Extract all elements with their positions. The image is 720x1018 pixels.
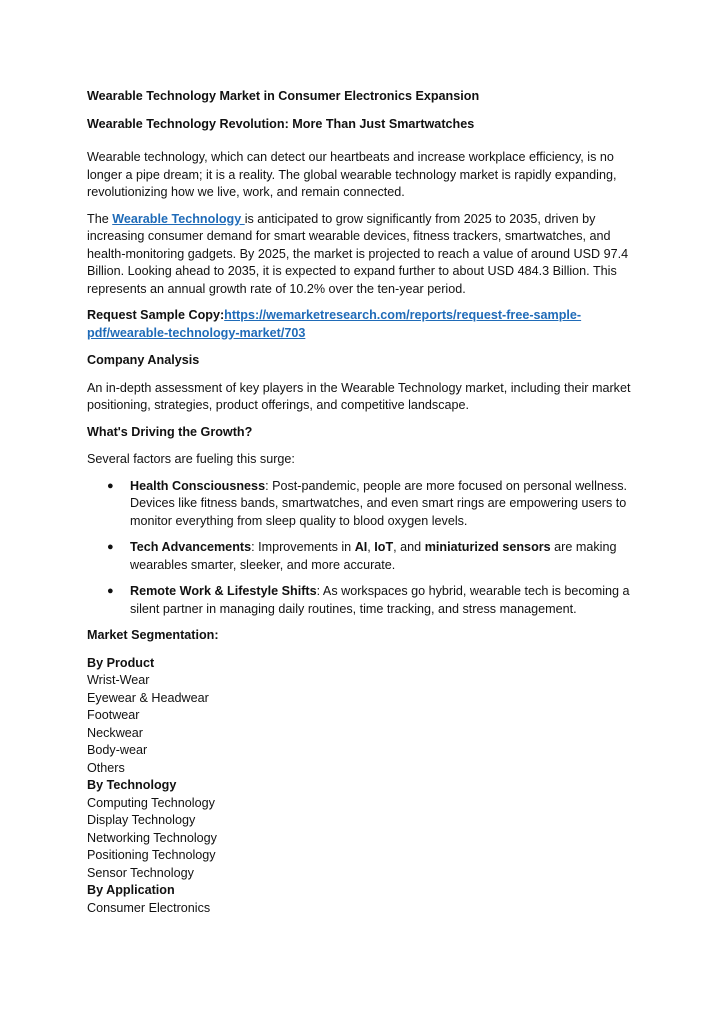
- bullet-title: Remote Work & Lifestyle Shifts: [130, 584, 317, 598]
- overview-text: is anticipated to grow significantly from 2025 to 2035, driven by increasing consumer demand for smart wearable devices, fitness trackers, smartwatches, and health-monitoring gadgets. By 2025, the market is projected to reach a value of around USD 97.4 Billion. Looking ahead to 2035, it is expected to expand further to about USD 484.3 Billion. This represents an annual growth rate of 10.2% over the ten-year period.: [87, 211, 629, 296]
- market-overview-paragraph: [87, 211, 642, 299]
- overview-prefix: The: [87, 211, 113, 226]
- wearable-technology-link[interactable]: Wearable Technology: [112, 211, 245, 226]
- bullet-term-sensors: miniaturized sensors: [424, 540, 551, 554]
- list-item: Positioning Technology: [87, 848, 216, 862]
- request-sample-label: Request Sample Copy:: [87, 308, 225, 322]
- list-item: [87, 583, 642, 618]
- by-application-heading: By Application: [87, 883, 175, 897]
- list-item: Consumer Electronics: [87, 900, 211, 915]
- company-analysis-heading: Company Analysis: [87, 353, 200, 367]
- by-technology-heading: By Technology: [87, 778, 177, 792]
- list-item: Neckwear: [87, 725, 143, 740]
- document-subtitle: Wearable Technology Revolution: More Than Just Smartwatches: [87, 117, 475, 131]
- list-item: Wrist-Wear: [87, 673, 150, 687]
- bullet-text: : Improvements in: [251, 540, 355, 554]
- by-product-heading: By Product: [87, 655, 155, 670]
- market-segmentation-heading: Market Segmentation:: [87, 628, 219, 642]
- bullet-title: Health Consciousness: [130, 478, 266, 493]
- list-item: Sensor Technology: [87, 865, 194, 880]
- bullet-term-iot: IoT: [374, 540, 394, 554]
- bullet-icon: ●: [107, 585, 114, 597]
- bullet-text: : As workspaces go hybrid, wearable tech is becoming a silent partner in managing daily routines, time tracking, and stress management.: [130, 584, 630, 616]
- bullet-icon: ●: [107, 541, 114, 553]
- bullet-title: Tech Advancements: [130, 540, 252, 554]
- list-item: Computing Technology: [87, 795, 215, 810]
- list-item: Body-wear: [87, 743, 148, 757]
- list-item: [87, 539, 642, 574]
- segmentation-list: [87, 655, 642, 918]
- request-sample-paragraph: [87, 307, 642, 342]
- request-sample-link[interactable]: https://wemarketresearch.com/reports/request-free-sample-pdf/wearable-technology-market/703: [87, 308, 582, 340]
- intro-paragraph: Wearable technology, which can detect our heartbeats and increase workplace efficiency, is no longer a pipe dream; it is a reality. The global wearable technology market is rapidly expanding, revolutionizing how we live, work, and remain connected.: [87, 150, 617, 199]
- company-analysis-text: An in-depth assessment of key players in the Wearable Technology market, including their market positioning, strategies, product offerings, and competitive landscape.: [87, 380, 631, 412]
- driving-growth-intro: Several factors are fueling this surge:: [87, 452, 295, 466]
- bullet-sep: ,: [367, 540, 375, 554]
- list-item: Display Technology: [87, 813, 196, 827]
- document-page: [87, 88, 642, 917]
- list-item: Footwear: [87, 708, 140, 722]
- driving-growth-heading: What's Driving the Growth?: [87, 424, 253, 439]
- list-item: [87, 478, 642, 531]
- bullet-term-ai: AI: [354, 540, 368, 554]
- bullet-text: are making wearables smarter, sleeker, and more accurate.: [130, 540, 617, 572]
- bullet-sep: , and: [393, 540, 425, 554]
- list-item: Networking Technology: [87, 830, 217, 845]
- bullet-icon: ●: [107, 479, 114, 492]
- bullet-text: : Post-pandemic, people are more focused on personal wellness. Devices like fitness bands, smartwatches, and even smart rings are empowering users to monitor everything from sleep quality to blood oxygen levels.: [130, 478, 628, 528]
- list-item: Eyewear & Headwear: [87, 690, 209, 705]
- list-item: Others: [87, 760, 125, 775]
- growth-factors-list: [87, 478, 642, 619]
- document-title: Wearable Technology Market in Consumer Electronics Expansion: [87, 89, 480, 103]
